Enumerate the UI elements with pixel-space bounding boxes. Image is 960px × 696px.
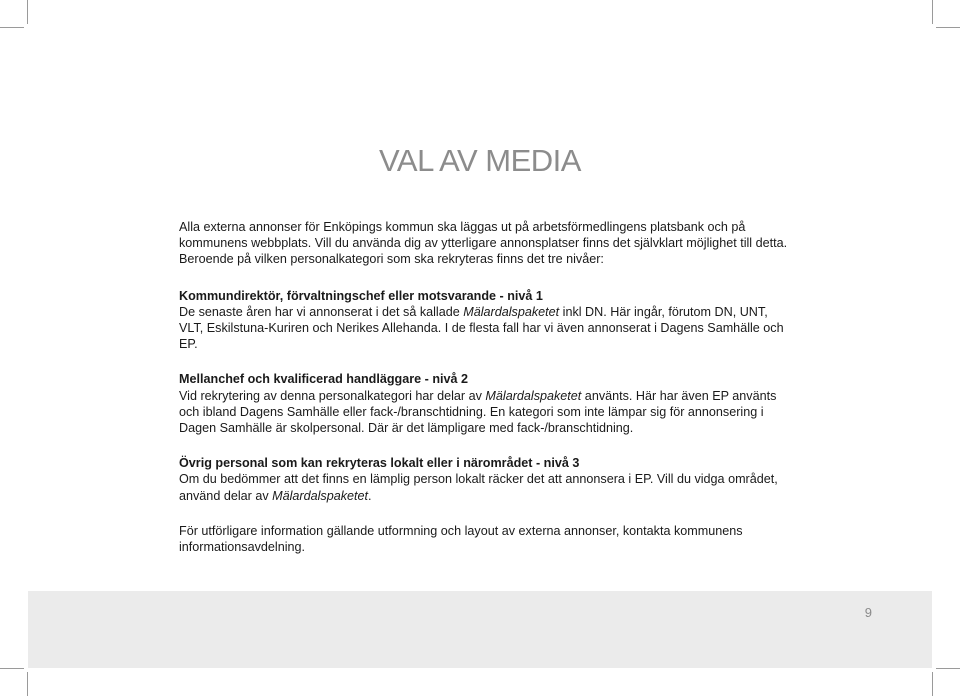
body-text: inkl DN. Här ingår, förutom DN, UNT, VLT, Eskilstuna-Kuriren och Nerikes Allehanda. I de flesta fall har vi även annonserat i Dagens Samhälle och EP. [179,304,784,352]
crop-mark-bottom-left [27,672,28,696]
crop-mark-top-left-h [0,27,24,28]
body-text: Vid rekrytering av denna personalkategori har delar av [179,388,486,403]
section-level-2 [179,371,789,436]
footer-note: För utförligare information gällande utformning och layout av externa annonser, kontakta kommunens informationsavdelning. [179,523,743,555]
body-emphasis: Mälardalspaketet [272,488,369,503]
body-emphasis: Mälardalspaketet [485,388,582,403]
crop-mark-bottom-right-h [936,668,960,669]
document-body [179,219,789,555]
page-number: 9 [864,605,872,620]
body-text: använts. Här har även EP använts och ibland Dagens Samhälle eller fack-/branschtidning. En kategori som inte lämpar sig för annonsering i Dagen Samhälle är skolpersonal. Där är det lämpligare med fack-/branschtidning. [179,388,777,436]
section-level-3 [179,455,789,504]
crop-mark-bottom-left-h [0,668,24,669]
section-heading: Övrig personal som kan rekryteras lokalt eller i närområdet - nivå 3 [179,456,580,471]
section-body [179,304,789,353]
section-heading: Kommundirektör, förvaltningschef eller motsvarande - nivå 1 [179,288,543,303]
body-text: Om du bedömmer att det finns en lämplig person lokalt räcker det att annonsera i EP. Vill du vidga området, använd delar av [179,472,778,503]
body-emphasis: Mälardalspaketet [463,304,560,319]
section-body [179,471,789,503]
crop-mark-bottom-right [932,672,933,696]
body-text: De senaste åren har vi annonserat i det så kallade [179,304,464,319]
section-body [179,388,789,437]
intro-paragraph: Alla externa annonser för Enköpings kommun ska läggas ut på arbetsförmedlingens platsbank och på kommunens webbplats. Vill du använda dig av ytterligare annonsplatser finns det självklart möjlighet till detta. Beroende på vilken personalkategori som ska rekryteras finns det tre nivåer: [179,220,788,267]
section-heading: Mellanchef och kvalificerad handläggare - nivå 2 [179,372,469,387]
body-text: . [368,488,372,503]
crop-mark-top-right-h [936,27,960,28]
footer-band [28,591,932,668]
crop-mark-top-right [932,0,933,24]
crop-mark-top-left [27,0,28,24]
section-level-1 [179,288,789,353]
page-title: VAL AV MEDIA [379,143,581,178]
